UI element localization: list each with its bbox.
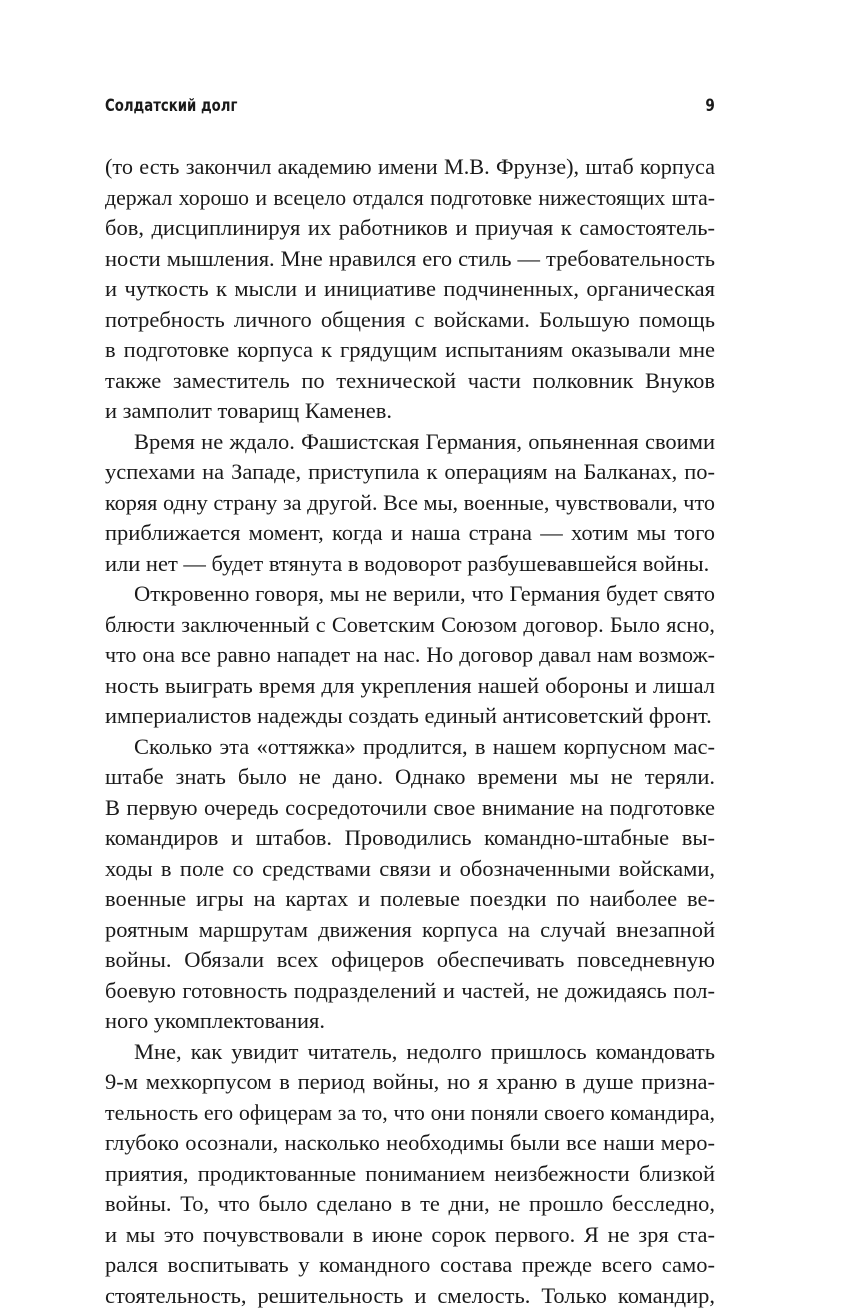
text-line: и мы это почувствовали в июне сорок первого. Я не зря ста- — [105, 1221, 715, 1247]
text-line: В первую очередь сосредоточили свое внимание на подготовке — [105, 794, 715, 820]
text-line: и замполит товарищ Каменев. — [105, 398, 393, 423]
text-line: приятия, продиктованные пониманием неизбежности близкой — [105, 1160, 715, 1186]
text-line: рался воспитывать у командного состава прежде всего само- — [105, 1252, 715, 1277]
text-line: военные игры на картах и полевые поездки по наиболее ве- — [105, 886, 715, 911]
text-line: и чуткость к мысли и инициативе подчиненных, органическая — [105, 276, 715, 301]
text-line: империалистов надежды создать единый антисоветский фронт. — [105, 703, 712, 728]
text-line: глубоко осознали, насколько необходимы были все наши меро- — [105, 1130, 715, 1155]
body-text — [105, 152, 715, 1311]
text-line: стоятельность, решительность и смелость. Только командир, — [105, 1282, 715, 1308]
text-line: в подготовке корпуса к грядущим испытаниям оказывали мне — [105, 337, 715, 362]
text-line: Откровенно говоря, мы не верили, что Германия будет свято — [134, 581, 715, 606]
text-line: также заместитель по технической части полковник Внуков — [105, 367, 715, 393]
text-line: ность выиграть время для укрепления нашей обороны и лишал — [105, 672, 715, 698]
text-line: ходы в поле со средствами связи и обозначенными войсками, — [105, 855, 715, 881]
text-line: успехами на Западе, приступила к операциям на Балканах, по- — [105, 459, 715, 484]
text-line: приближается момент, когда и наша страна — хотим мы того — [105, 520, 715, 545]
text-line: потребность личного общения с войсками. Большую помощь — [105, 306, 715, 332]
text-line: войны. То, что было сделано в те дни, не прошло бесследно, — [105, 1191, 715, 1216]
text-line: Время не ждало. Фашистская Германия, опьяненная своими — [134, 428, 715, 454]
text-line: командиров и штабов. Проводились командно-штабные вы- — [105, 825, 715, 850]
page-number: 9 — [705, 96, 715, 116]
text-line: держал хорошо и всецело отдался подготовке нижестоящих шта- — [105, 185, 715, 210]
text-line: ности мышления. Мне нравился его стиль — требовательность — [105, 245, 715, 271]
text-line: (то есть закончил академию имени М.В. Фрунзе), штаб корпуса — [105, 154, 715, 179]
text-line: Сколько эта «оттяжка» продлится, в нашем корпусном мас- — [134, 733, 715, 759]
text-line: бов, дисциплинируя их работников и приучая к самостоятель- — [105, 215, 715, 240]
text-line: Мне, как увидит читатель, недолго пришлось командовать — [134, 1038, 715, 1064]
running-head — [105, 96, 715, 124]
text-line: ного укомплектования. — [105, 1008, 325, 1033]
running-title: Солдатский долг — [105, 96, 238, 116]
text-line: блюсти заключенный с Советским Союзом договор. Было ясно, — [105, 611, 715, 637]
text-line: боевую готовность подразделений и частей, не дожидаясь пол- — [105, 977, 715, 1003]
text-line: коряя одну страну за другой. Все мы, военные, чувствовали, что — [105, 489, 715, 515]
text-line: штабе знать было не дано. Однако времени мы не теряли. — [105, 764, 715, 789]
text-line: 9-м мехкорпусом в период войны, но я храню в душе призна- — [105, 1069, 715, 1094]
text-line: войны. Обязали всех офицеров обеспечивать повседневную — [105, 947, 715, 972]
text-line: что она все равно нападет на нас. Но договор давал нам возмож- — [105, 642, 715, 667]
text-line: или нет — будет втянута в водоворот разбушевавшейся войны. — [105, 550, 710, 576]
text-line: тельность его офицерам за то, что они поняли своего командира, — [105, 1099, 715, 1125]
text-line: роятным маршрутам движения корпуса на случай внезапной — [105, 916, 715, 942]
